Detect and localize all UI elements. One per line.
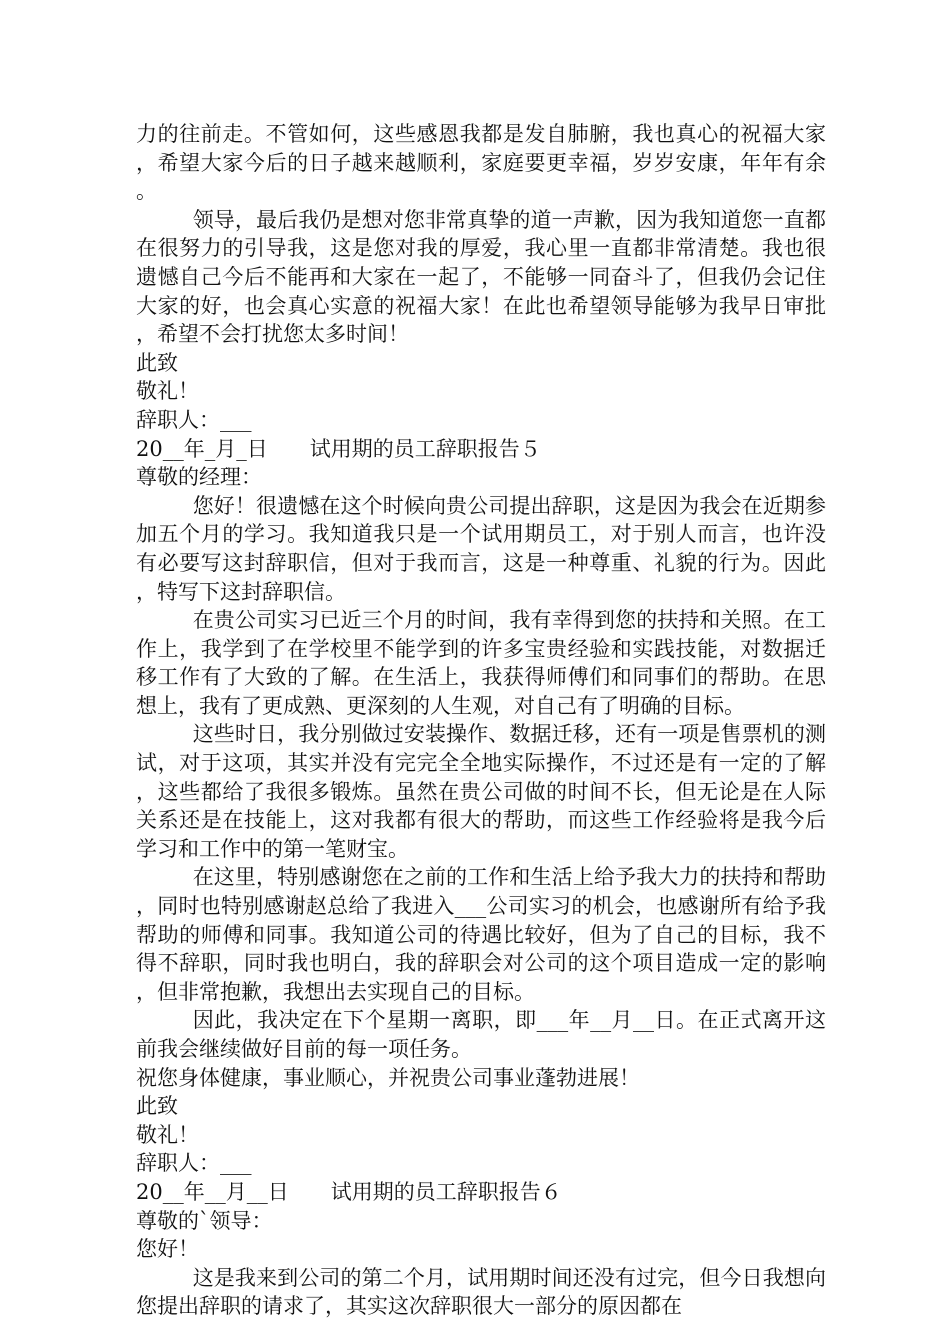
paragraph: 在这里，特别感谢您在之前的工作和生活上给予我大力的扶持和帮助，同时也特别感谢赵总给了我进入___公司实习的机会，也感谢所有给予我帮助的师傅和同事。我知道公司的待遇比较好，但为了自己的目标，我不得不辞职，同时我也明白，我的辞职会对公司的这个项目造成一定的影响，但非常抱歉，我想出去实现自己的目标。 (136, 865, 826, 1004)
paragraph: 这些时日，我分别做过安装操作、数据迁移，还有一项是售票机的测试，对于这项，其实并没有完完全全地实际操作，不过还是有一定的了解，这些都给了我很多锻炼。虽然在贵公司做的时间不长，但无论是在人际关系还是在技能上，这对我都有很大的帮助，而这些工作经验将是我今后学习和工作中的第一笔财宝。 (136, 722, 826, 861)
signature-line: 辞职人：___ (136, 407, 252, 432)
greeting-line: 您好！ (136, 1237, 199, 1262)
salutation: 尊敬的`领导： (136, 1208, 273, 1233)
paragraph: 这是我来到公司的第二个月，试用期时间还没有过完，但今日我想向您提出辞职的请求了，其实这次辞职很大一部分的原因都在 (136, 1265, 826, 1319)
closing-line: 此致 (136, 1094, 178, 1119)
closing-line: 此致 (136, 350, 178, 375)
paragraph: 在贵公司实习已近三个月的时间，我有幸得到您的扶持和关照。在工作上，我学到了在学校里不能学到的许多宝贵经验和实践技能，对数据迁移工作有了大致的了解。在生活上，我获得师傅们和同事们的帮助。在思想上，我有了更成熟、更深刻的人生观，对自己有了明确的目标。 (136, 608, 826, 718)
body-text (136, 120, 826, 1321)
date-and-heading-line: 20__年_月_日 试用期的员工辞职报告５ (136, 436, 541, 461)
paragraph: 力的往前走。不管如何，这些感恩我都是发自肺腑，我也真心的祝福大家，希望大家今后的日子越来越顺利，家庭要更幸福，岁岁安康，年年有余。 (136, 122, 826, 204)
closing-line: 敬礼！ (136, 1122, 199, 1147)
date-and-heading-line: 20__年__月__日 试用期的员工辞职报告６ (136, 1179, 562, 1204)
paragraph: 领导，最后我仍是想对您非常真挚的道一声歉，因为我知道您一直都在很努力的引导我，这是您对我的厚爱，我心里一直都非常清楚。我也很遗憾自己今后不能再和大家在一起了，不能够一同奋斗了，但我仍会记住大家的好，也会真心实意的祝福大家！在此也希望领导能够为我早日审批，希望不会打扰您太多时间！ (136, 207, 826, 347)
wishes-line: 祝您身体健康，事业顺心，并祝贵公司事业蓬勃进展！ (136, 1065, 640, 1090)
salutation: 尊敬的经理： (136, 465, 262, 490)
signature-line: 辞职人：___ (136, 1151, 252, 1176)
closing-line: 敬礼！ (136, 379, 199, 404)
paragraph: 因此，我决定在下个星期一离职，即___年__月__日。在正式离开这前我会继续做好目前的每一项任务。 (136, 1008, 826, 1061)
paragraph: 您好！很遗憾在这个时候向贵公司提出辞职，这是因为我会在近期参加五个月的学习。我知道我只是一个试用期员工，对于别人而言，也许没有必要写这封辞职信，但对于我而言，这是一种尊重、礼貌的行为。因此，特写下这封辞职信。 (136, 493, 826, 604)
